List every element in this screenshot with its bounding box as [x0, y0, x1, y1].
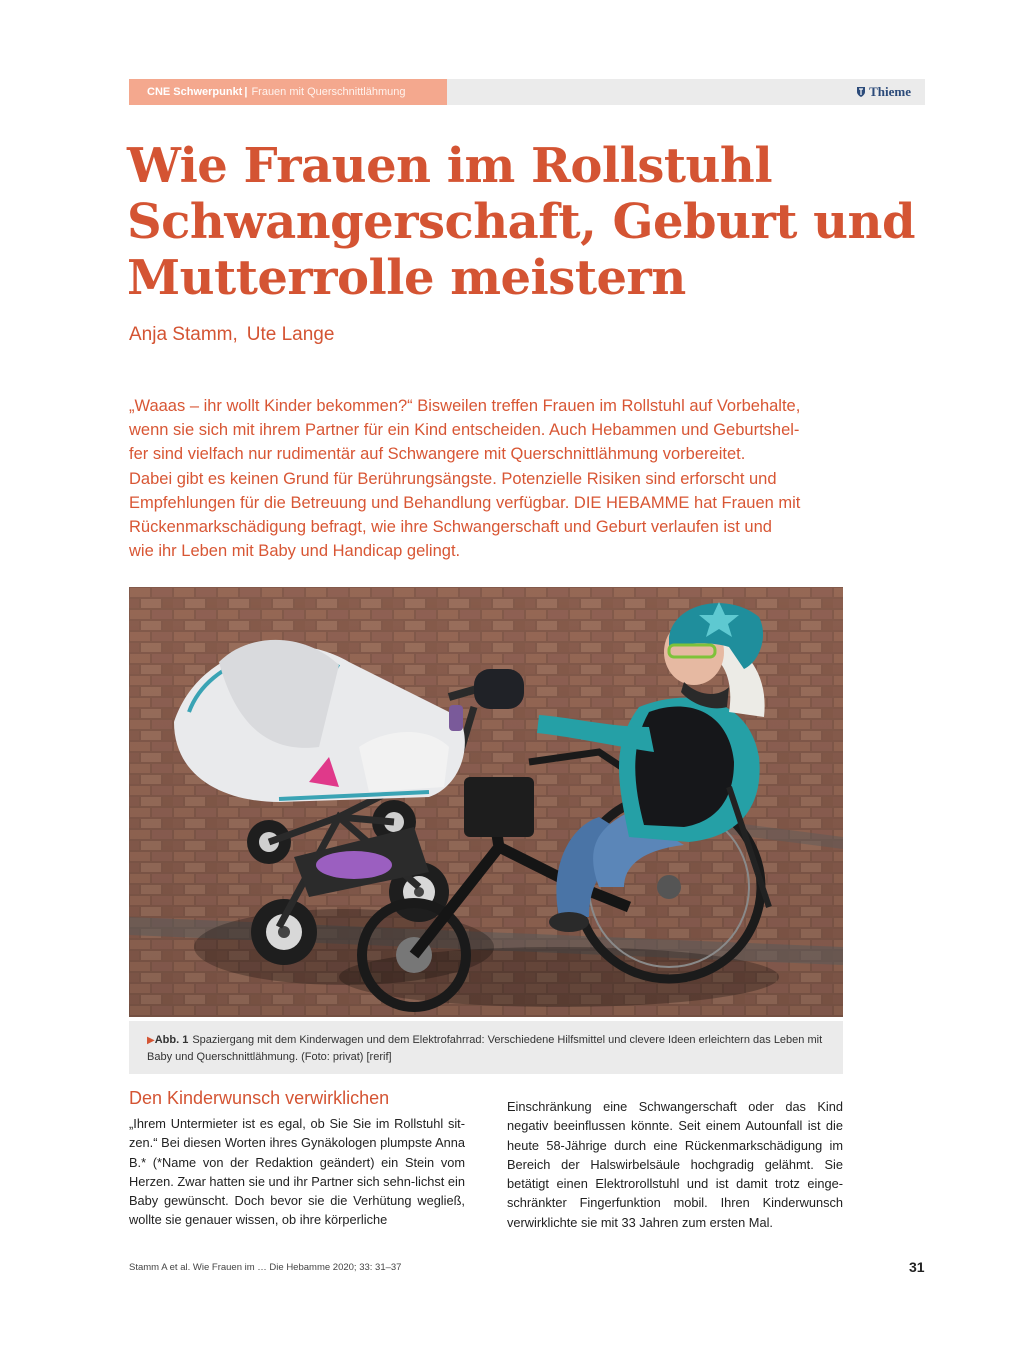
thieme-shield-icon: [856, 86, 866, 98]
lead-line: Dabei gibt es keinen Grund für Berührungsängste. Potenzielle Risiken sind erforscht und: [129, 469, 777, 488]
article-title: [127, 138, 947, 306]
author-name: Ute Lange: [246, 324, 335, 345]
page-number: 31: [909, 1259, 925, 1275]
lead-line: wenn sie sich mit ihrem Partner für ein Kind entscheiden. Auch Hebammen und Geburtshel-: [129, 421, 800, 440]
body-paragraph: Einschränkung eine Schwangerschaft oder das Kind negativ beeinflussen könnte. Seit einem Autounfall ist die heute 58-Jährige durch eine Rückenmarkschädigung im Bereich der Halswirbelsäule hochgradig gelähmt. Sie betätigt einen Elektrorollstuhl und ist damit trotz einge-schränkter Fingerfunktion mobil. Ihren Kinderwunsch verwirklichte sie mit 33 Jahren zum ersten Mal.: [507, 1099, 843, 1230]
triangle-right-icon: ▶: [147, 1035, 155, 1046]
figure-caption-text: Spaziergang mit dem Kinderwagen und dem Elektrofahrrad: Verschiedene Hilfsmittel und clevere Ideen erleichtern das Leben mit Baby und Querschnittlähmung. (Foto: privat) [rerif]: [147, 1034, 823, 1063]
title-line: Schwangerschaft, Geburt und: [127, 194, 916, 250]
publisher-name: Thieme: [869, 84, 911, 99]
publisher-logo: [856, 79, 911, 105]
section-separator: |: [244, 86, 248, 98]
section-topic: Frauen mit Querschnittlähmung: [251, 86, 406, 98]
section-heading: Den Kinderwunsch verwirklichen: [129, 1088, 390, 1108]
lead-line: „Waaas – ihr wollt Kinder bekommen?“ Bisweilen treffen Frauen im Rollstuhl auf Vorbehalte,: [129, 397, 801, 415]
title-line: Mutterrolle meistern: [127, 250, 686, 306]
citation-footer: Stamm A et al. Wie Frauen im … Die Hebamme 2020; 33: 31–37: [129, 1262, 402, 1273]
lead-paragraph: [129, 394, 849, 563]
running-header: [129, 79, 925, 105]
photo-illustration: [129, 587, 843, 1017]
body-paragraph: „Ihrem Untermieter ist es egal, ob Sie Sie im Rollstuhl sit-zen.“ Bei diesen Worten ihres Gynäkologen plumpste Anna B.* (*Name von der Redaktion geändert) ein Stein vom Herzen. Zwar hatten sie und ihr Partner sich sehn-lichst ein Baby gewünscht. Doch bevor sie die Verhütung wegließ, wollte sie genauer wissen, ob ihre körperliche: [129, 1116, 465, 1228]
lead-line: wie ihr Leben mit Baby und Handicap gelingt.: [129, 542, 461, 561]
section-tag: [129, 79, 447, 105]
lead-line: Rückenmarkschädigung befragt, wie ihre Schwangerschaft und Geburt verlaufen ist und: [129, 518, 772, 537]
figure-label: Abb. 1: [154, 1034, 189, 1046]
lead-line: fer sind vielfach nur rudimentär auf Schwangere mit Querschnittlähmung vorbereitet.: [129, 445, 746, 464]
article-photo: [129, 587, 843, 1017]
section-label: CNE Schwerpunkt: [147, 86, 243, 98]
figure-caption: [129, 1021, 843, 1074]
body-column-left: [129, 1086, 465, 1230]
lead-line: Empfehlungen für die Betreuung und Behandlung verfügbar. DIE HEBAMME hat Frauen mit: [129, 493, 801, 512]
body-column-right: [507, 1097, 843, 1232]
author-list: [129, 324, 334, 346]
author-name: Anja Stamm,: [129, 324, 238, 345]
title-line: Wie Frauen im Rollstuhl: [127, 138, 773, 194]
